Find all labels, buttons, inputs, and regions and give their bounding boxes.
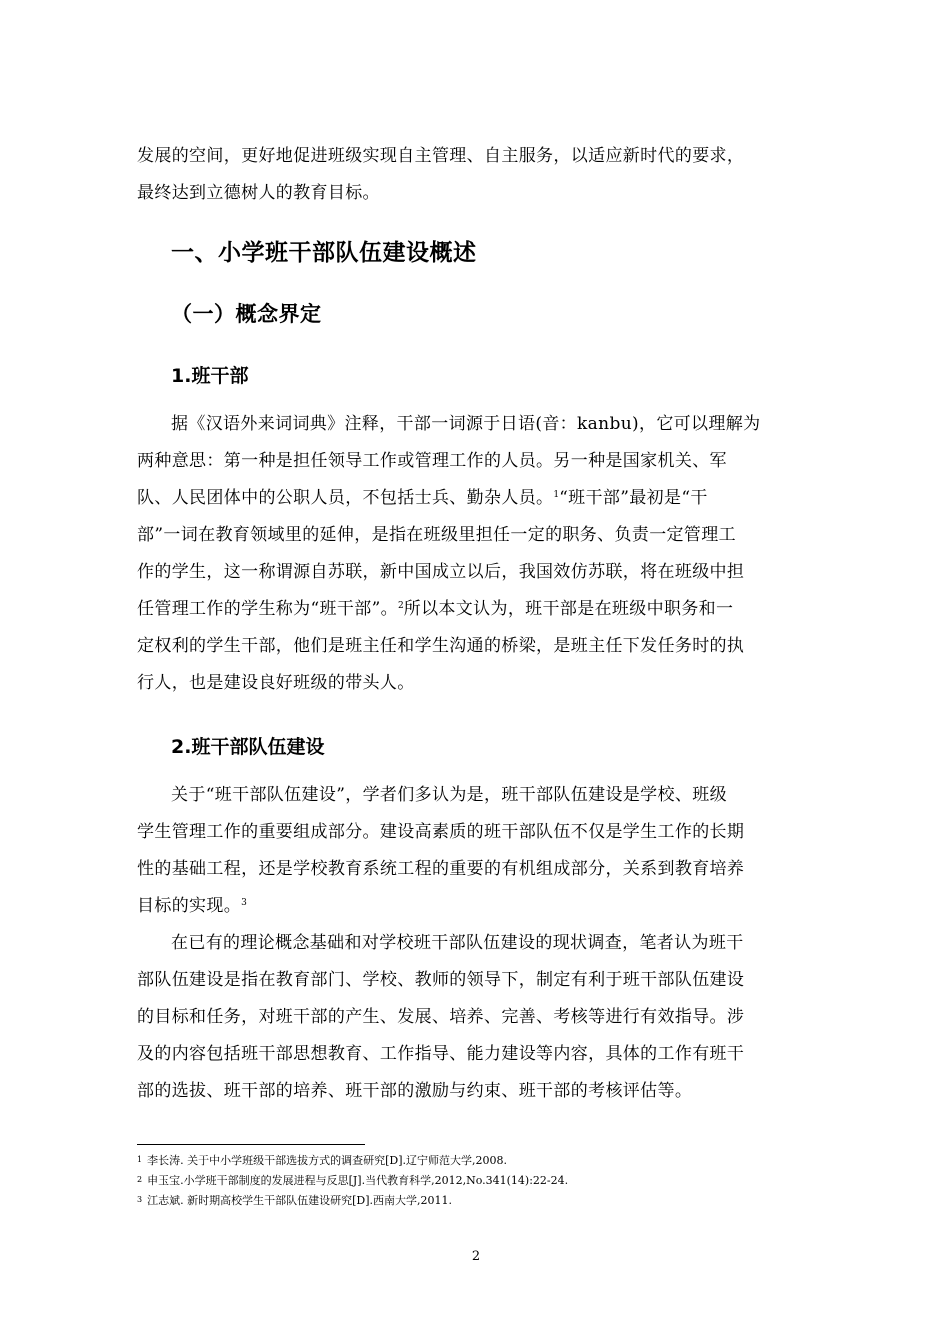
subsection-heading: 1.班干部 [171, 365, 249, 387]
footnote-ref: 1 [553, 490, 560, 500]
body-text: 队、人民团体中的公职人员，不包括士兵、勤杂人员。 [137, 488, 554, 508]
body-line: 关于“班干部队伍建设”，学者们多认为是，班干部队伍建设是学校、班级 [171, 785, 727, 805]
footnote [137, 1194, 452, 1208]
body-line: 部”一词在教育领域里的延伸，是指在班级里担任一定的职务、负责一定管理工 [137, 525, 736, 545]
footnote-text: 李长涛. 关于中小学班级干部选拔方式的调查研究[D].辽宁师范大学,2008. [147, 1154, 507, 1167]
body-text: “班干部”最初是“干 [559, 488, 708, 508]
body-line: 两种意思：第一种是担任领导工作或管理工作的人员。另一种是国家机关、军 [137, 451, 727, 471]
body-line: 及的内容包括班干部思想教育、工作指导、能力建设等内容，具体的工作有班干 [137, 1044, 745, 1064]
chapter-heading: 一、小学班干部队伍建设概述 [171, 240, 477, 266]
body-line: 行人，也是建设良好班级的带头人。 [137, 673, 415, 693]
body-line: 定权利的学生干部，他们是班主任和学生沟通的桥梁，是班主任下发任务时的执 [137, 636, 745, 656]
body-line: 最终达到立德树人的教育目标。 [137, 183, 380, 203]
body-line: 性的基础工程，还是学校教育系统工程的重要的有机组成部分，关系到教育培养 [137, 859, 745, 879]
body-line: 据《汉语外来词词典》注释，干部一词源于日语(音：kanbu)，它可以理解为 [171, 414, 761, 434]
body-text: 所以本文认为，班干部是在班级中职务和一 [403, 599, 734, 619]
footnote-number: 2 [137, 1175, 143, 1184]
footnote-number: 3 [137, 1195, 143, 1204]
body-line: 发展的空间，更好地促进班级实现自主管理、自主服务，以适应新时代的要求， [137, 146, 745, 166]
footnote-text: 申玉宝.小学班干部制度的发展进程与反思[J].当代教育科学,2012,No.341(14):22-24. [147, 1174, 569, 1187]
body-line: 的目标和任务，对班干部的产生、发展、培养、完善、考核等进行有效指导。涉 [137, 1007, 745, 1027]
footnote [137, 1154, 507, 1168]
footnote-separator [137, 1144, 365, 1145]
body-line [137, 599, 817, 619]
subsection-heading: 2.班干部队伍建设 [171, 736, 325, 758]
body-line [137, 896, 817, 916]
body-text: 目标的实现。 [137, 896, 242, 916]
footnote-ref: 3 [241, 898, 247, 908]
page-number: 2 [471, 1249, 481, 1264]
body-line [137, 488, 817, 508]
body-line: 部的选拔、班干部的培养、班干部的激励与约束、班干部的考核评估等。 [137, 1081, 693, 1101]
footnote-text: 江志斌. 新时期高校学生干部队伍建设研究[D].西南大学,2011. [147, 1194, 452, 1207]
body-line: 部队伍建设是指在教育部门、学校、教师的领导下，制定有利于班干部队伍建设 [137, 970, 745, 990]
footnote-ref: 2 [397, 601, 404, 611]
body-text: 任管理工作的学生称为“班干部”。 [137, 599, 398, 619]
footnote-number: 1 [137, 1155, 143, 1164]
section-heading: （一）概念界定 [171, 302, 322, 326]
body-line: 在已有的理论概念基础和对学校班干部队伍建设的现状调查，笔者认为班干 [171, 933, 744, 953]
body-line: 学生管理工作的重要组成部分。建设高素质的班干部队伍不仅是学生工作的长期 [137, 822, 745, 842]
body-line: 作的学生，这一称谓源自苏联，新中国成立以后，我国效仿苏联，将在班级中担 [137, 562, 745, 582]
footnote [137, 1174, 568, 1188]
